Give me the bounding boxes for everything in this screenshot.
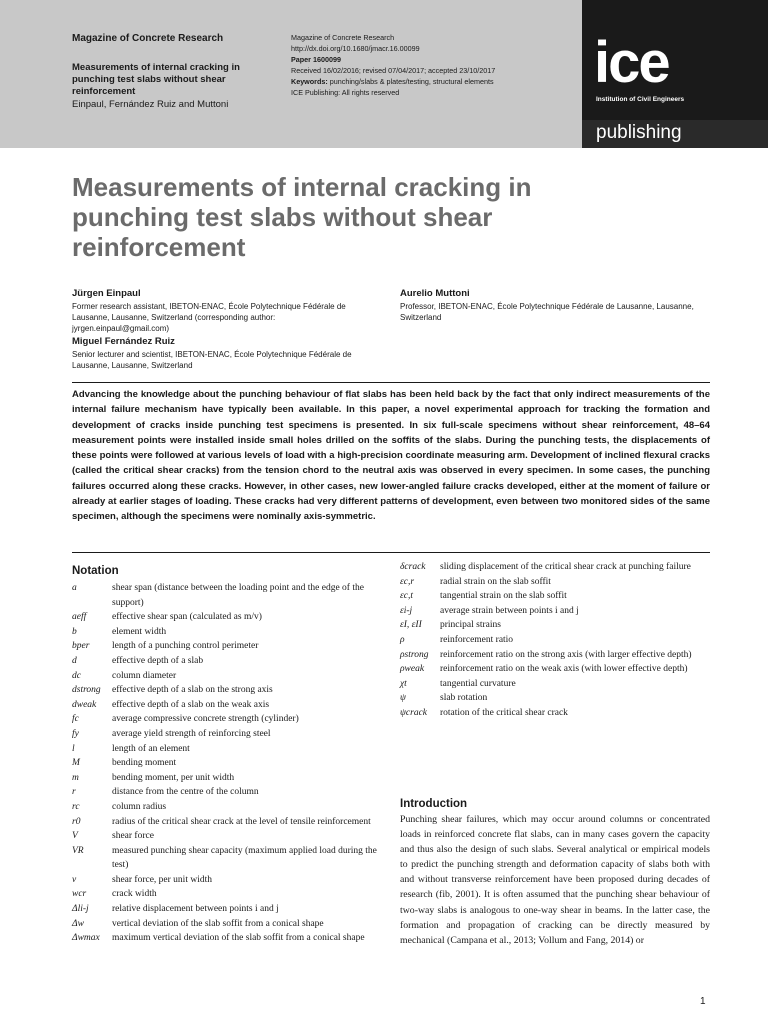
notation-definition: column radius — [112, 801, 167, 812]
notation-symbol: εc,t — [400, 591, 413, 602]
notation-definition: tangential strain on the slab soffit — [440, 591, 567, 602]
notation-symbol: l — [72, 743, 75, 754]
notation-row — [72, 873, 382, 888]
notation-symbol: εc,r — [400, 576, 415, 587]
meta-keywords — [291, 76, 551, 87]
notation-row — [72, 712, 382, 727]
notation-row — [72, 581, 382, 610]
author-name: Miguel Fernández Ruiz — [72, 336, 175, 347]
notation-row — [72, 625, 382, 640]
notation-row — [400, 633, 710, 648]
abstract: Advancing the knowledge about the punching behaviour of flat slabs has been held back by the fact that only indirect measurements of the internal failure mechanism have typically been available. In this paper, a novel experimental approach for tracking the formation and development of cracks inside punching test specimens is presented. In six full-scale specimens without shear reinforcement, 48–64 measurement points were installed inside small holes drilled on the soffits of the slabs. During the punching tests, the displacements of these points were followed at various levels of load with a high-precision coordinate measuring arm. Development of inclined flexural cracks (called the critical shear cracks) from the tension chord to the neutral axis was observed in every specimen. In some cases, the punching failures occurred along these cracks. However, in other cases, new lower-angled failure cracks developed, either at the moment of failure or already at earlier stages of loading. These cracks had very different patterns of development, even between two monitored sides of the same specimen, although the specimens were nominally axis-symmetric. — [72, 389, 710, 523]
notation-symbol: Δw — [72, 918, 84, 929]
notation-row — [72, 683, 382, 698]
notation-symbol: χt — [400, 678, 407, 689]
meta-rights: ICE Publishing: All rights reserved — [291, 88, 400, 97]
notation-row — [72, 742, 382, 757]
notation-definition: sliding displacement of the critical shear crack at punching failure — [440, 562, 691, 572]
notation-definition: radius of the critical shear crack at the level of tensile reinforcement — [112, 816, 371, 827]
meta-paper: Paper 1600099 — [291, 55, 341, 64]
notation-symbol: m — [72, 772, 79, 783]
notation-definition: slab rotation — [440, 693, 488, 704]
notation-definition: effective depth of a slab — [112, 655, 204, 666]
meta-doi[interactable]: http://dx.doi.org/10.1680/jmacr.16.00099 — [291, 44, 420, 53]
notation-definition: vertical deviation of the slab soffit from a conical shape — [112, 918, 324, 929]
notation-row — [72, 844, 382, 873]
notation-row — [400, 560, 710, 575]
notation-symbol: wcr — [72, 889, 87, 900]
notation-definition: crack width — [112, 889, 157, 900]
notation-definition: effective shear span (calculated as m/v) — [112, 612, 262, 623]
notation-definition: effective depth of a slab on the strong axis — [112, 685, 273, 696]
notation-row — [72, 815, 382, 830]
notation-definition: column diameter — [112, 670, 177, 681]
abstract-bottom-rule — [72, 552, 710, 553]
notation-definition: reinforcement ratio on the strong axis (with larger effective depth) — [440, 649, 692, 660]
notation-definition: distance from the centre of the column — [112, 787, 259, 798]
notation-definition: measured punching shear capacity (maximum applied load during the test) — [112, 845, 377, 871]
keywords-label: Keywords: — [291, 77, 328, 86]
notation-definition: average strain between points i and j — [440, 605, 579, 616]
notation-list-left — [72, 581, 382, 946]
notation-definition: length of an element — [112, 743, 190, 754]
paper-title: Measurements of internal cracking in punching test slabs without shear reinforcement — [72, 172, 532, 262]
notation-symbol: εI, εII — [400, 620, 422, 631]
notation-definition: reinforcement ratio on the weak axis (with lower effective depth) — [440, 664, 688, 675]
notation-definition: rotation of the critical shear crack — [440, 707, 568, 718]
notation-row — [400, 677, 710, 692]
notation-definition: relative displacement between points i and j — [112, 904, 279, 915]
notation-symbol: v — [72, 874, 77, 885]
notation-symbol: b — [72, 626, 77, 637]
author-block-muttoni — [400, 288, 700, 323]
notation-heading: Notation — [72, 565, 119, 577]
notation-row — [72, 785, 382, 800]
notation-definition: length of a punching control perimeter — [112, 641, 259, 652]
notation-definition: radial strain on the slab soffit — [440, 576, 551, 587]
notation-definition: element width — [112, 626, 167, 637]
notation-row — [400, 662, 710, 677]
notation-row — [72, 639, 382, 654]
notation-symbol: M — [72, 758, 80, 769]
meta-journal: Magazine of Concrete Research — [291, 33, 395, 42]
notation-symbol: d — [72, 655, 77, 666]
notation-definition: average yield strength of reinforcing steel — [112, 728, 271, 739]
notation-row — [72, 931, 382, 946]
notation-symbol: dc — [72, 670, 81, 681]
notation-symbol: εi-j — [400, 605, 413, 616]
publishing-banner — [582, 120, 768, 148]
notation-list-right — [400, 560, 710, 721]
notation-row — [72, 727, 382, 742]
notation-symbol: aeff — [72, 612, 87, 623]
notation-definition: bending moment, per unit width — [112, 772, 235, 783]
notation-symbol: ρweak — [400, 664, 425, 675]
notation-symbol: dweak — [72, 699, 97, 710]
notation-definition: bending moment — [112, 758, 177, 769]
author-block-fernandez-ruiz — [72, 336, 372, 371]
notation-definition: maximum vertical deviation of the slab soffit from a conical shape — [112, 933, 365, 944]
notation-row — [400, 604, 710, 619]
notation-symbol: r — [72, 787, 76, 798]
notation-row — [72, 654, 382, 669]
notation-row — [72, 771, 382, 786]
notation-row — [72, 887, 382, 902]
meta-dates: Received 16/02/2016; revised 07/04/2017; accepted 23/10/2017 — [291, 66, 496, 75]
publishing-label: publishing — [596, 122, 682, 143]
logo-brand: ice — [594, 30, 669, 95]
notation-symbol: Δwmax — [72, 933, 100, 944]
introduction-text: Punching shear failures, which may occur around columns or concentrated loads in reinforced concrete flat slabs, can in many cases govern the capacity and thus also the design of such slabs. Several analytical or empirical models to predict the punching strength and deformation capacity of slabs both with and without transverse reinforcement have been proposed during decades of research (fib, 2001). It is often assumed that the punching shear behaviour of two-way slabs is analogous to one-way shear in beams. In the latter case, the formation and propagation of cracking can be directly measured by mechanical (Campana et al., 2013; Vollum and Fang, 2014) or — [400, 814, 710, 946]
notation-symbol: r0 — [72, 816, 81, 827]
notation-row — [400, 618, 710, 633]
notation-symbol: fy — [72, 728, 79, 739]
notation-symbol: ρ — [400, 634, 405, 645]
author-block-einpaul — [72, 288, 372, 334]
notation-symbol: a — [72, 583, 77, 593]
notation-row — [72, 800, 382, 815]
notation-row — [400, 706, 710, 721]
author-name: Aurelio Muttoni — [400, 288, 470, 299]
author-affiliation: Senior lecturer and scientist, IBETON-ENAC, École Polytechnique Fédérale de Lausanne, Lausanne, Switzerland — [72, 350, 352, 370]
notation-symbol: dstrong — [72, 685, 101, 696]
notation-row — [400, 575, 710, 590]
introduction-heading: Introduction — [400, 798, 468, 810]
notation-definition: tangential curvature — [440, 678, 516, 689]
notation-row — [72, 610, 382, 625]
notation-symbol: rc — [72, 801, 80, 812]
logo-subtitle: Institution of Civil Engineers — [596, 96, 685, 103]
notation-definition: reinforcement ratio — [440, 634, 514, 645]
running-authors: Einpaul, Fernández Ruiz and Muttoni — [72, 99, 229, 110]
running-title: Measurements of internal cracking in punching test slabs without shear reinforcement — [72, 62, 240, 97]
notation-definition: shear span (distance between the loading point and the edge of the support) — [112, 583, 364, 608]
notation-symbol: V — [72, 831, 78, 842]
notation-symbol: δcrack — [400, 562, 426, 572]
notation-definition: shear force, per unit width — [112, 874, 212, 885]
notation-row — [72, 917, 382, 932]
notation-definition: shear force — [112, 831, 154, 842]
notation-row — [72, 756, 382, 771]
notation-symbol: ψcrack — [400, 707, 427, 718]
page-number: 1 — [700, 996, 706, 1007]
notation-definition: average compressive concrete strength (cylinder) — [112, 714, 299, 725]
notation-symbol: fc — [72, 714, 79, 725]
author-affiliation: Former research assistant, IBETON-ENAC, École Polytechnique Fédérale de Lausanne, Lausanne, Switzerland (corresponding author: jyrgen.einpaul@gmail.com) — [72, 302, 346, 333]
author-name: Jürgen Einpaul — [72, 288, 141, 299]
notation-row — [72, 902, 382, 917]
notation-symbol: VR — [72, 845, 84, 856]
notation-row — [400, 648, 710, 663]
ice-logo — [582, 0, 768, 120]
notation-definition: effective depth of a slab on the weak axis — [112, 699, 270, 710]
notation-row — [72, 829, 382, 844]
keywords-value: punching/slabs & plates/testing, structural elements — [329, 77, 494, 86]
abstract-top-rule — [72, 382, 710, 383]
notation-row — [400, 691, 710, 706]
notation-symbol: ρstrong — [400, 649, 429, 660]
author-affiliation: Professor, IBETON-ENAC, École Polytechnique Fédérale de Lausanne, Lausanne, Switzerland — [400, 302, 694, 322]
notation-row — [400, 589, 710, 604]
notation-symbol: Δli-j — [72, 904, 89, 915]
notation-symbol: ψ — [400, 693, 406, 704]
notation-row — [72, 698, 382, 713]
notation-row — [72, 669, 382, 684]
notation-definition: principal strains — [440, 620, 501, 631]
journal-name: Magazine of Concrete Research — [72, 33, 224, 44]
article-metadata — [291, 32, 551, 98]
notation-symbol: bper — [72, 641, 90, 652]
